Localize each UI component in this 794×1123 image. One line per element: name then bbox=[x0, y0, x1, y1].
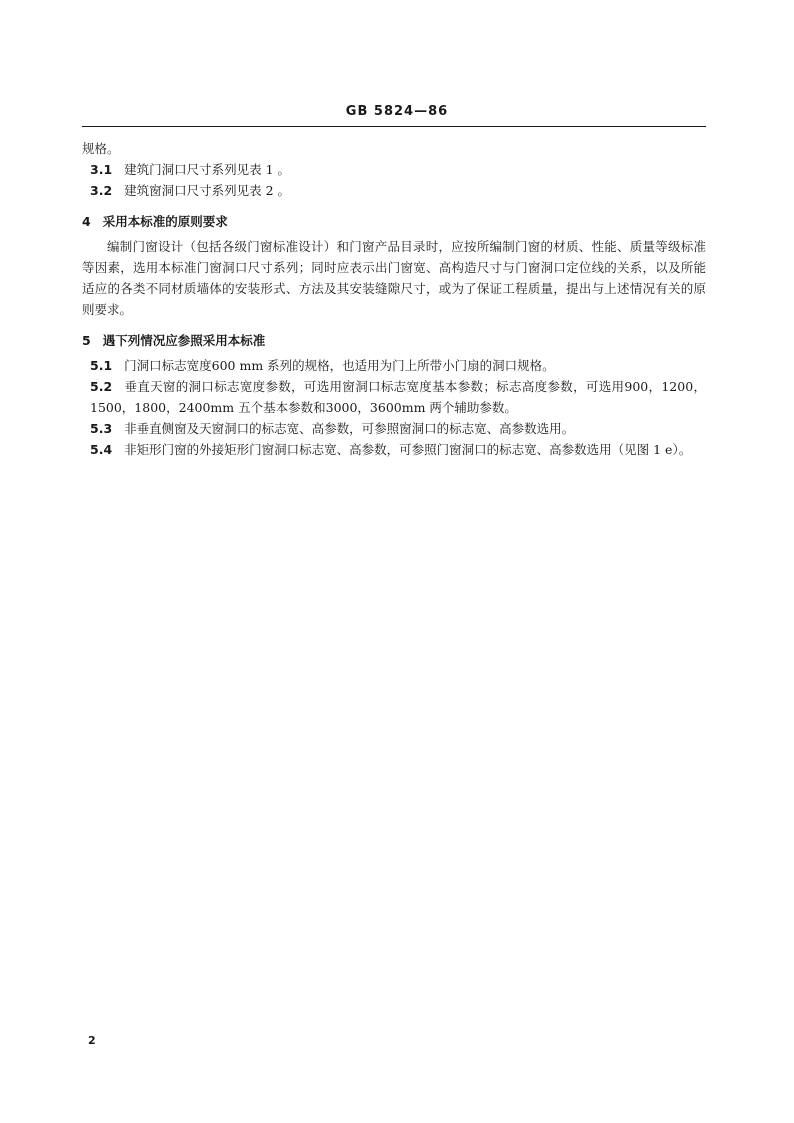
clause-number: 5.1 bbox=[90, 358, 113, 373]
clause-number: 5.3 bbox=[90, 421, 113, 436]
clause-5-2 bbox=[82, 376, 706, 418]
clause-text: 垂直天窗的洞口标志宽度参数，可选用窗洞口标志宽度基本参数；标志高度参数，可选用900，1200，1500，1800，2400mm 五个基本参数和3000，3600mm 两个辅助参数。 bbox=[90, 379, 706, 415]
clause-5-3 bbox=[82, 418, 706, 439]
clause-number: 3.1 bbox=[90, 162, 113, 177]
section-number: 4 bbox=[82, 214, 91, 229]
clause-text: 非垂直侧窗及天窗洞口的标志宽、高参数，可参照窗洞口的标志宽、高参数选用。 bbox=[124, 421, 575, 436]
clause-3-1 bbox=[82, 159, 706, 180]
document-body bbox=[82, 138, 706, 460]
page-number: 2 bbox=[88, 1034, 96, 1047]
clause-5-4 bbox=[82, 439, 706, 460]
section-4-paragraph: 编制门窗设计（包括各级门窗标准设计）和门窗产品目录时，应按所编制门窗的材质、性能、质量等级标准等因素，选用本标准门窗洞口尺寸系列；同时应表示出门窗宽、高构造尺寸与门窗洞口定位线的关系，以及所能适应的各类不同材质墙体的安装形式、方法及其安装缝隙尺寸，或为了保证工程质量，提出与上述情况有关的原则要求。 bbox=[82, 239, 706, 317]
clause-number: 3.2 bbox=[90, 183, 113, 198]
continuation-text: 规格。 bbox=[82, 141, 120, 156]
document-header-code: GB 5824—86 bbox=[345, 104, 449, 119]
clause-3-2 bbox=[82, 180, 706, 201]
clause-5-1 bbox=[82, 355, 706, 376]
clause-number: 5.2 bbox=[90, 379, 113, 394]
section-5-heading bbox=[82, 330, 706, 351]
header-rule bbox=[82, 126, 706, 127]
clause-text: 建筑门洞口尺寸系列见表 1 。 bbox=[124, 162, 291, 177]
section-title: 采用本标准的原则要求 bbox=[102, 214, 228, 229]
section-title: 遇下列情况应参照采用本标准 bbox=[102, 333, 266, 348]
clause-text: 门洞口标志宽度600 mm 系列的规格，也适用为门上所带小门扇的洞口规格。 bbox=[124, 358, 555, 373]
clause-number: 5.4 bbox=[90, 442, 113, 457]
clause-text: 非矩形门窗的外接矩形门窗洞口标志宽、高参数，可参照门窗洞口的标志宽、高参数选用（见图 1 e）。 bbox=[124, 442, 692, 457]
clause-text: 建筑窗洞口尺寸系列见表 2 。 bbox=[124, 183, 291, 198]
section-4-heading bbox=[82, 211, 706, 232]
section-number: 5 bbox=[82, 333, 91, 348]
